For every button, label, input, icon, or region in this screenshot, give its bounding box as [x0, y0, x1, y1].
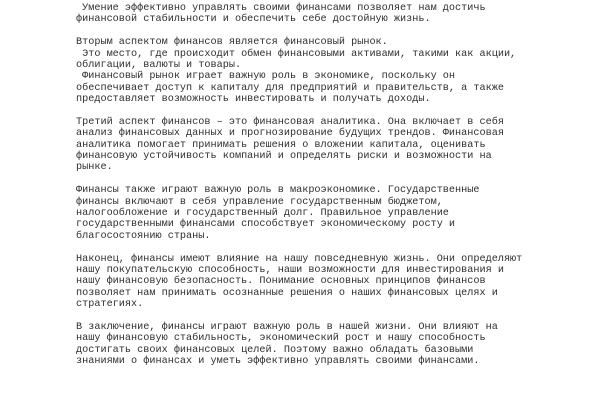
paragraph-5: [76, 254, 600, 311]
text-line: аналитика помогает принимать решения о вложении капитала, оценивать: [76, 139, 486, 151]
text-line: нашу финансовую стабильность, экономический рост и нашу способность: [76, 333, 486, 345]
text-line: обеспечивает доступ к капиталу для предприятий и правительств, а также: [76, 82, 504, 94]
text-line: Третий аспект финансов – это финансовая аналитика. Она включает в себя: [76, 116, 504, 128]
text-line: нашу финансовую безопасность. Понимание основных принципов финансов: [76, 276, 486, 288]
text-line: Умение эффективно управлять своими финансами позволяет нам достичь: [76, 3, 486, 14]
paragraph-2: [76, 37, 600, 105]
text-line: Финансовый рынок играет важную роль в экономике, поскольку он: [76, 71, 456, 83]
text-line: Это место, где происходит обмен финансовыми активами, такими как акции,: [76, 48, 517, 60]
text-line: Наконец, финансы имеют влияние на нашу повседневную жизнь. Они определяют: [76, 253, 523, 265]
text-line: предоставляет возможность инвестировать и получать доходы.: [76, 94, 431, 106]
text-line: достигать своих финансовых целей. Поэтому важно обладать базовыми: [76, 344, 474, 356]
text-line: анализ финансовых данных и прогнозирование будущих трендов. Финансовая: [76, 128, 504, 140]
text-line: Вторым аспектом финансов является финансовый рынок.: [76, 37, 388, 49]
paragraph-6: [76, 322, 600, 368]
text-line: нашу покупательскую способность, наши возможности для инвестирования и: [76, 264, 504, 276]
text-line: благосостоянию страны.: [76, 230, 211, 242]
text-line: финансовой стабильности и обеспечить себе достойную жизнь.: [76, 14, 431, 26]
text-line: государственными финансами способствует экономическому росту и: [76, 219, 456, 231]
text-line: стратегиях.: [76, 299, 144, 311]
text-line: облигации, валюты и товары.: [76, 59, 242, 71]
text-line: налогообложение и государственный долг. Правильное управление: [76, 208, 449, 220]
paragraph-3: [76, 117, 600, 174]
text-line: финансы включают в себя управление государственным бюджетом,: [76, 196, 443, 208]
text-line: позволяет нам принимать осознанные решения о наших финансовых целях и: [76, 287, 498, 299]
paragraph-4: [76, 185, 600, 242]
text-line: Финансы также играют важную роль в макроэкономике. Государственные: [76, 185, 480, 197]
text-line: рынке.: [76, 162, 113, 174]
paragraph-1: [76, 3, 600, 26]
text-line: знаниями о финансах и уметь эффективно управлять своими финансами.: [76, 356, 480, 368]
text-line: финансовую устойчивость компаний и определять риски и возможности на: [76, 151, 492, 163]
text-line: В заключение, финансы играют важную роль в нашей жизни. Они влияют на: [76, 321, 498, 333]
